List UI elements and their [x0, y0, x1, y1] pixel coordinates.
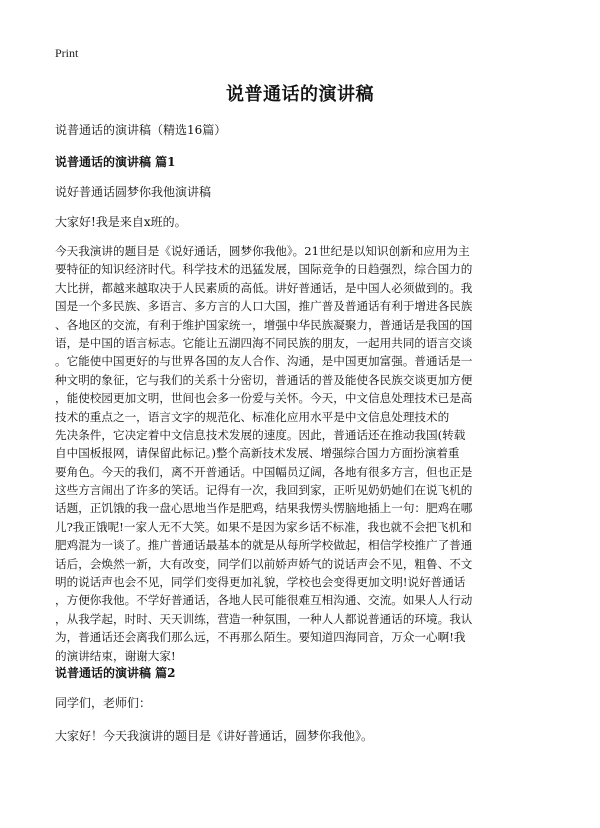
body-line: 大比拼，都越来越取决于人民素质的高低。讲好普通话，是中国人必须做到的。我: [55, 280, 473, 295]
body-line: 为，普通话还会离我们那么远，不再那么陌生。要知道四海同音，万众一心啊!我: [55, 630, 466, 645]
body-line: 、各地区的交流，有利于维护国家统一，增强中华民族凝聚力，普通话是我国的国: [55, 317, 473, 332]
body-line: 语，是中国的语言标志。它能让五湖四海不同民族的朋友，一起用共同的语言交谈: [55, 335, 473, 350]
body-line: 今天我演讲的题目是《说好通话，圆梦你我他》。21世纪是以知识创新和应用为主: [55, 244, 470, 258]
page-title: 说普通话的演讲稿: [226, 84, 374, 105]
body-line: 明的说话声也会不见，同学们变得更加礼貌，学校也会变得更加文明!说好普通话: [55, 575, 466, 590]
speech-title: 说好普通话圆梦你我他演讲稿: [55, 185, 212, 199]
print-link[interactable]: Print: [55, 46, 79, 60]
body-line: 的演讲结束，谢谢大家!: [55, 648, 176, 663]
body-line: 国是一个多民族、多语言、多方言的人口大国，推广普及普通话有利于增进各民族: [55, 299, 473, 314]
salutation-line: 同学们，老师们：: [55, 696, 152, 710]
body-line: 种文明的象征，它与我们的关系十分密切，普通话的普及能使各民族交谈更加方便: [55, 372, 473, 387]
document-subtitle: 说普通话的演讲稿（精选16篇）: [55, 123, 227, 137]
greeting-line: 大家好!我是来自x班的。: [55, 215, 187, 229]
body-line: ，从我学起，时时、天天训练，营造一种氛围，一种人人都说普通话的环境。我认: [55, 611, 473, 626]
speech-body: [55, 242, 548, 665]
body-line: 要角色。今天的我们，离不开普通话。中国幅员辽阔，各地有很多方言，但也正是: [55, 464, 473, 479]
body-line: 先决条件，它决定着中文信息技术发展的速度。因此，普通话还在推动我国(转载: [55, 427, 466, 442]
body-line: 儿?我正饿呢!一家人无不大笑。如果不是因为家乡话不标准，我也就不会把飞机和: [55, 519, 472, 534]
body-line: 话后，会焕然一新，大有改变，同学们以前娇声娇气的说话声会不见，粗鲁、不文: [55, 556, 473, 571]
body-line: ，能使校园更加文明，世间也会多一份爱与关怀。今天，中文信息处理技术已是高: [55, 391, 473, 406]
body-line: 。它能使中国更好的与世界各国的友人合作、沟通，是中国更加富强。普通话是一: [55, 354, 473, 369]
section-heading-2: 说普通话的演讲稿 篇2: [55, 666, 176, 680]
section-heading-1: 说普通话的演讲稿 篇1: [55, 155, 176, 169]
opening-line: 大家好！今天我演讲的题目是《讲好普通话，圆梦你我他》。: [55, 729, 374, 743]
body-line: 这些方言闹出了许多的笑话。记得有一次，我回到家，正听见奶奶她们在说飞机的: [55, 483, 473, 498]
body-line: 要特征的知识经济时代。科学技术的迅猛发展，国际竞争的日趋强烈，综合国力的: [55, 262, 473, 277]
body-line: 技术的重点之一，语言文字的规范化、标准化应用水平是中文信息处理技术的: [55, 409, 450, 424]
body-line: 话题，正饥饿的我一盘心思地当作是肥鸡，结果我愣头愣脑地插上一句：肥鸡在哪: [55, 501, 473, 516]
body-line: 肥鸡混为一谈了。推广普通话最基本的就是从每所学校做起，相信学校推广了普通: [55, 538, 473, 553]
body-line: 自中国板报网，请保留此标记。)整个高新技术发展、增强综合国力方面扮演着重: [55, 446, 460, 461]
body-line: ，方便你我他。不学好普通话，各地人民可能很难互相沟通、交流。如果人人行动: [55, 593, 473, 608]
